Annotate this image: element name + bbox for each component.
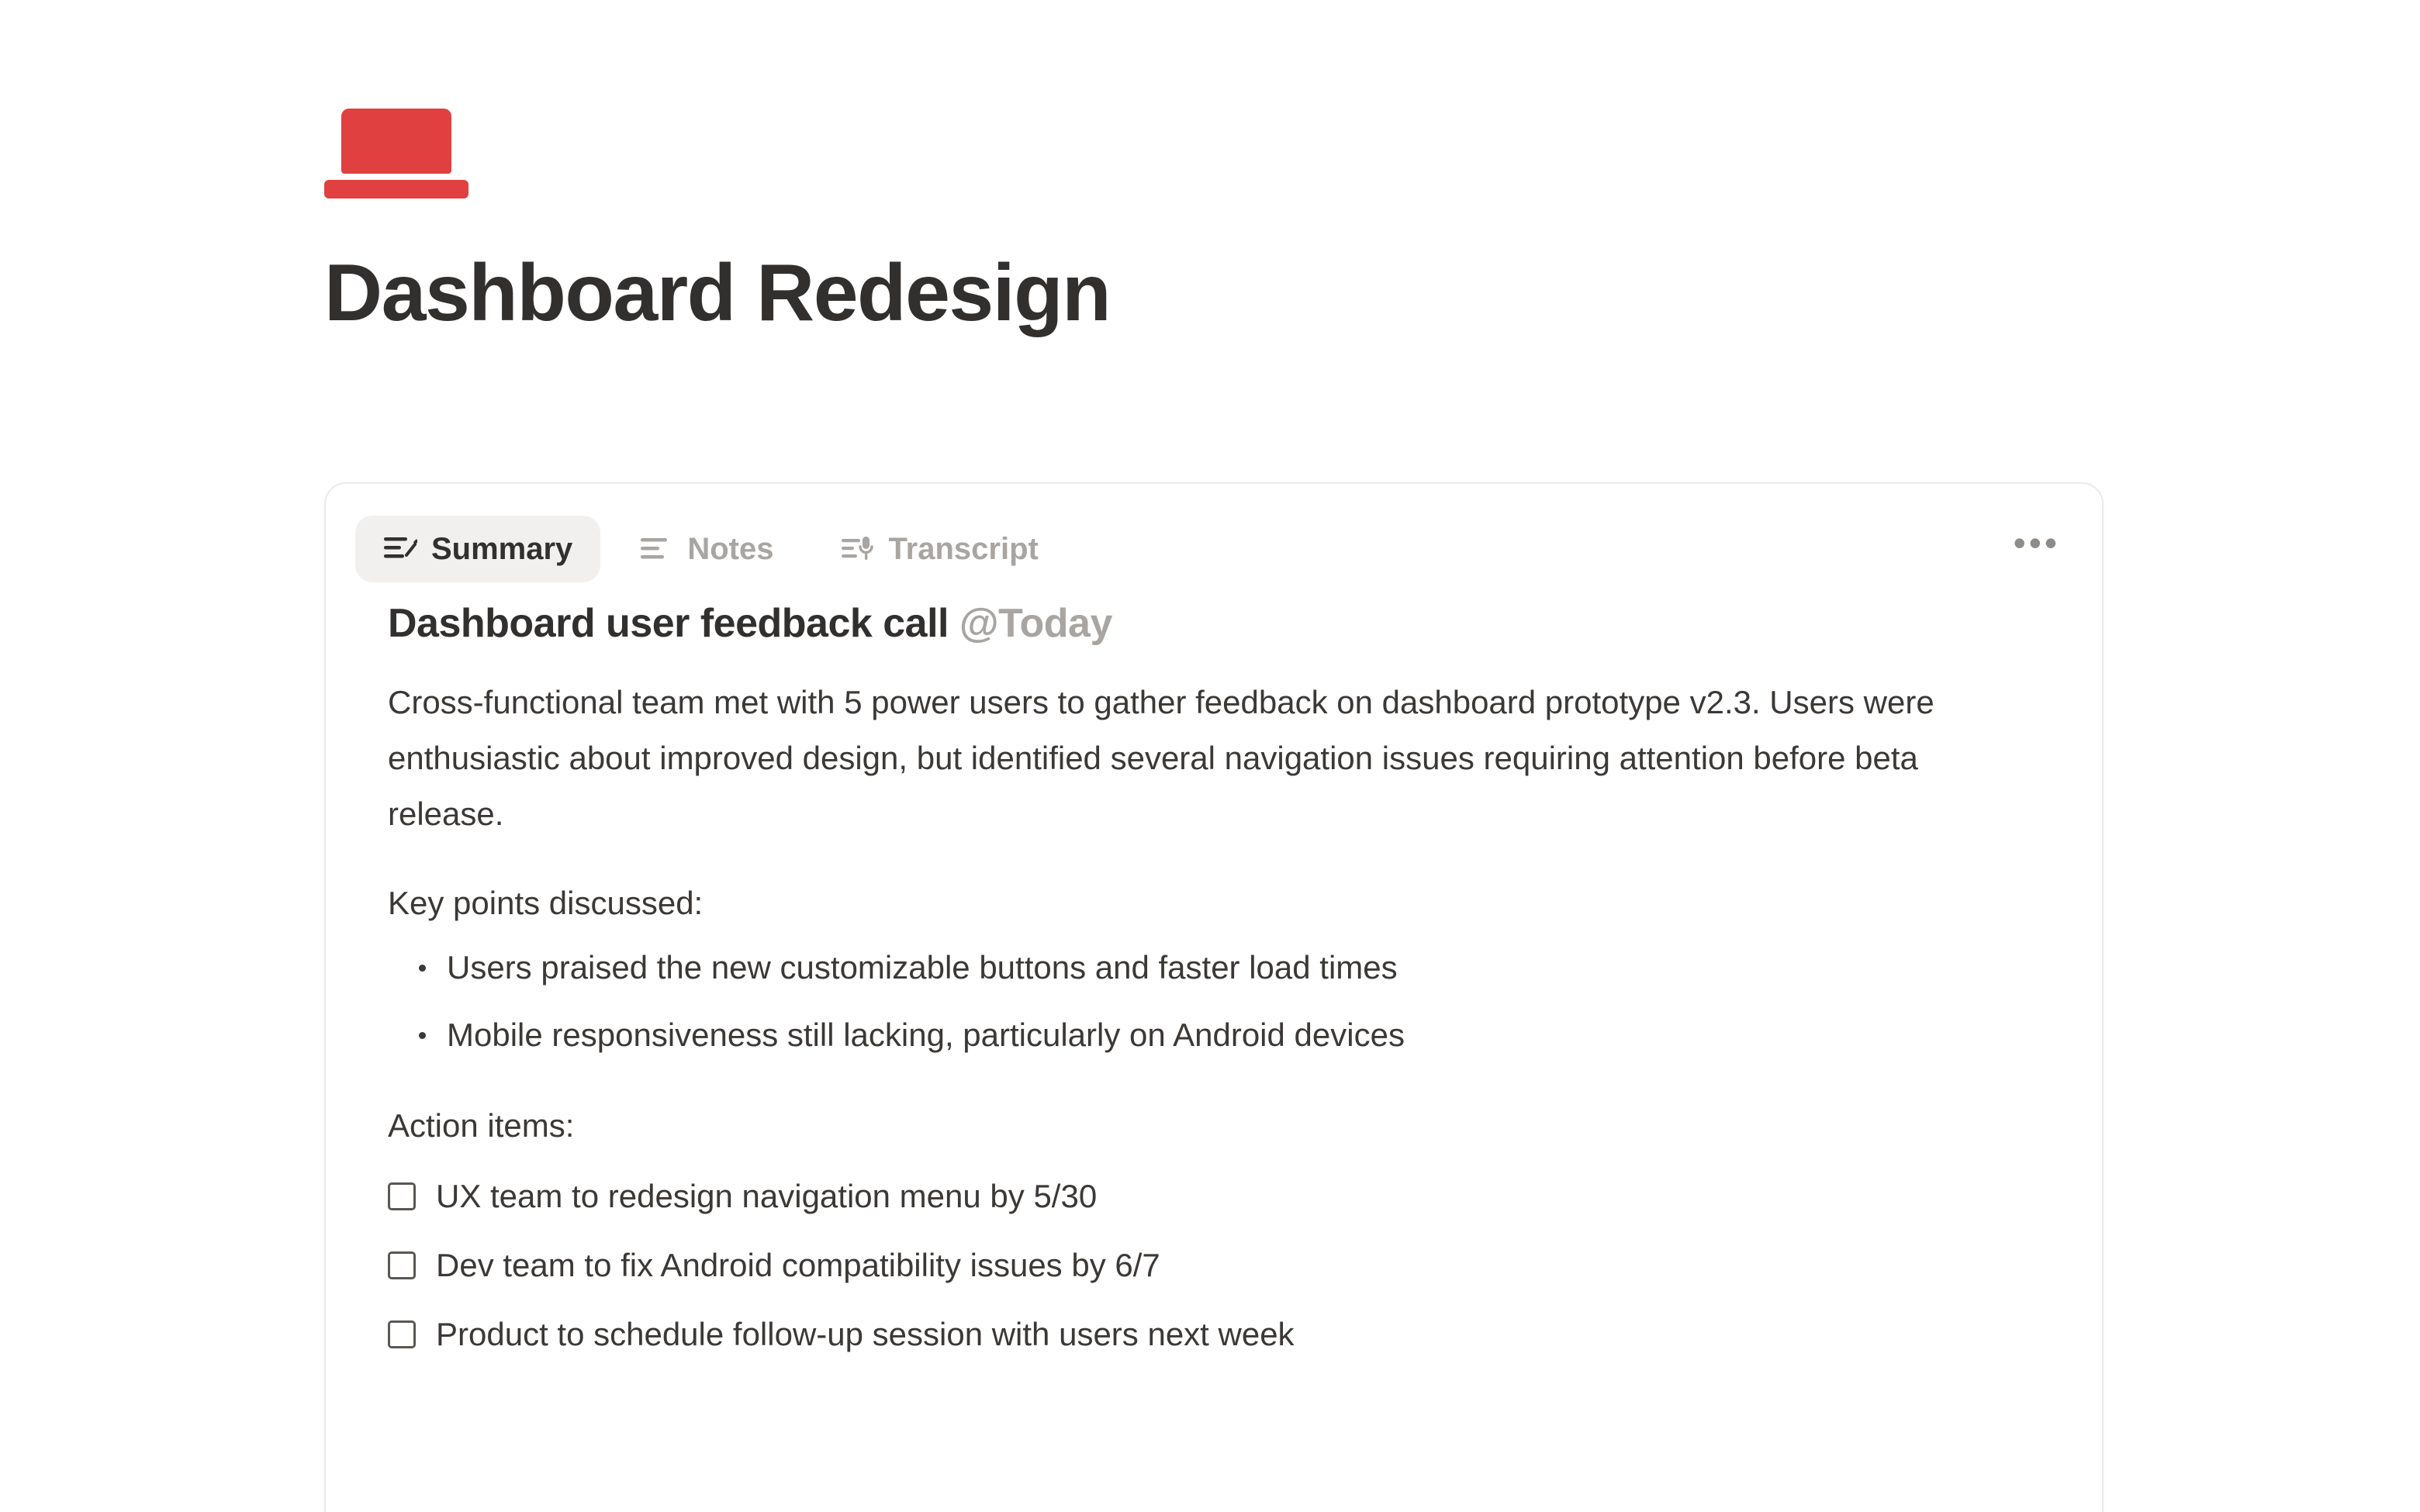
tab-transcript-label: Transcript [888,531,1039,566]
checkbox-unchecked-icon[interactable] [388,1320,416,1348]
tab-bar [326,484,2102,586]
more-options-icon[interactable]: ••• [2013,523,2060,563]
action-item-text: Dev team to fix Android compatibility issues by 6/7 [436,1247,1160,1284]
action-item-text: UX team to redesign navigation menu by 5/30 [436,1178,1098,1215]
summary-heading [388,600,2040,647]
action-item-row [388,1172,2040,1220]
laptop-icon [324,109,468,198]
action-item-text: Product to schedule follow-up session with users next week [436,1316,1295,1353]
key-points-list [388,941,2040,1061]
tab-notes[interactable] [611,516,801,582]
document-header [324,109,2186,336]
laptop-icon-lid [341,109,451,174]
notes-lines-icon [639,535,673,563]
summary-paragraph: Cross-functional team met with 5 power users to gather feedback on dashboard prototype v2.3. Users were enthusiastic about improved design, but identified several navigation issues requiring attention before beta release. [388,684,1934,833]
transcript-mic-icon [840,535,874,563]
summary-heading-mention[interactable]: @Today [959,601,1112,646]
action-item-row [388,1241,2040,1289]
list-item: Users praised the new customizable buttons and faster load times [414,941,2040,993]
summary-content [326,586,2102,1441]
page-title: Dashboard Redesign [324,248,1111,338]
tab-summary-label: Summary [431,531,573,566]
checkbox-unchecked-icon[interactable] [388,1251,416,1279]
key-points-label: Key points discussed: [388,884,704,921]
tab-transcript[interactable] [812,516,1066,582]
summary-lines-icon [383,535,417,563]
action-item-row [388,1310,2040,1358]
tab-notes-label: Notes [687,531,774,566]
tab-summary[interactable] [355,516,600,582]
summary-heading-text: Dashboard user feedback call [388,601,949,646]
checkbox-unchecked-icon[interactable] [388,1182,416,1210]
note-card [324,482,2104,1512]
list-item: Mobile responsiveness still lacking, particularly on Android devices [414,1009,2040,1061]
action-items-label: Action items: [388,1107,575,1144]
laptop-icon-base [324,180,468,198]
